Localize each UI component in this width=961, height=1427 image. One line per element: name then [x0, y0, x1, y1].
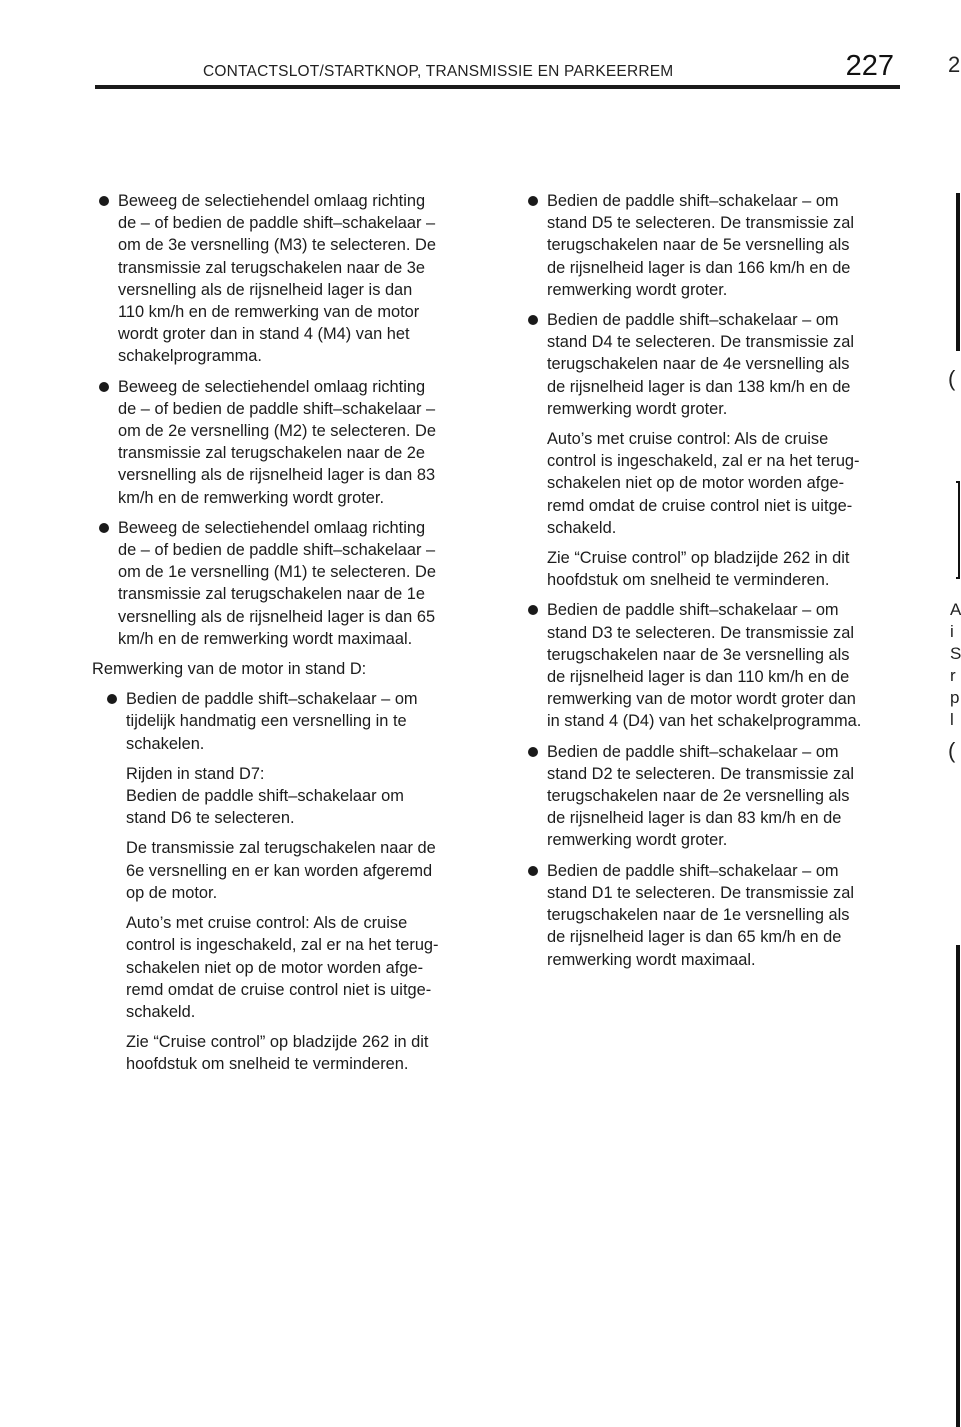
- text-line: de – of bedien de paddle shift–schakelaar –: [118, 541, 436, 560]
- d7-result-paragraph: [92, 837, 487, 904]
- text-line: schakeld.: [547, 518, 617, 537]
- bullet-item-m2: [92, 376, 487, 509]
- text-line: De transmissie zal terugschakelen naar de: [126, 839, 436, 858]
- text-line: terugschakelen naar de 5e versnelling als: [547, 236, 850, 255]
- text-line: in stand 4 (D4) van het schakelprogramma.: [547, 712, 862, 731]
- text-line: remwerking wordt groter.: [547, 399, 728, 418]
- text-line: stand D5 te selecteren. De transmissie zal: [547, 214, 855, 233]
- text-line: Rijden in stand D7:: [126, 764, 265, 783]
- text-line: 6e versnelling en er kan worden afgeremd: [126, 861, 433, 880]
- bullet-item-m1: [92, 517, 487, 650]
- left-column: [92, 190, 487, 1084]
- bullet-item-d2: [521, 741, 901, 852]
- text-line: remd omdat de cruise control niet is uitge-: [126, 980, 432, 999]
- running-title: CONTACTSLOT/STARTKNOP, TRANSMISSIE EN PARKEERREM: [203, 63, 674, 80]
- text-line: stand D4 te selecteren. De transmissie zal: [547, 333, 855, 352]
- text-line: stand D1 te selecteren. De transmissie zal: [547, 883, 855, 902]
- text-line: terugschakelen naar de 3e versnelling als: [547, 645, 850, 664]
- edge-letter: p: [950, 688, 960, 707]
- page-number: 227: [845, 50, 894, 82]
- cross-reference-note: [92, 1031, 487, 1075]
- cruise-control-note: [92, 912, 487, 1023]
- edge-letter: l: [950, 710, 954, 729]
- text-line: om de 2e versnelling (M2) te selecteren. De: [118, 422, 436, 441]
- text-line: Zie “Cruise control” op bladzijde 262 in dit: [126, 1033, 429, 1052]
- text-line: transmissie zal terugschakelen naar de 2e: [118, 444, 426, 463]
- text-line: de rijsnelheid lager is dan 138 km/h en de: [547, 377, 851, 396]
- text-line: de rijsnelheid lager is dan 166 km/h en de: [547, 258, 851, 277]
- text-line: Bedien de paddle shift–schakelaar – om: [547, 601, 839, 620]
- bullet-dot-icon: [528, 605, 538, 615]
- edge-page-digit: 2: [948, 52, 961, 77]
- text-line: stand D2 te selecteren. De transmissie zal: [547, 764, 855, 783]
- text-line: Bedien de paddle shift–schakelaar – om: [547, 192, 839, 210]
- text-line: Bedien de paddle shift–schakelaar om: [126, 787, 404, 806]
- text-line: schakelen.: [126, 734, 205, 753]
- text-line: Bedien de paddle shift–schakelaar – om: [547, 742, 839, 761]
- text-line: remwerking wordt groter.: [547, 831, 728, 850]
- bullet-item-d5: [521, 190, 901, 301]
- text-line: de rijsnelheid lager is dan 83 km/h en de: [547, 809, 842, 828]
- text-line: transmissie zal terugschakelen naar de 1e: [118, 585, 426, 604]
- text-line: schakelprogramma.: [118, 347, 262, 366]
- text-line: Beweeg de selectiehendel omlaag richting: [118, 192, 426, 210]
- bullet-dot-icon: [99, 382, 109, 392]
- edge-box-tick-bottom: [956, 577, 960, 579]
- text-line: terugschakelen naar de 2e versnelling als: [547, 787, 850, 806]
- text-line: Bedien de paddle shift–schakelaar – om: [547, 311, 839, 330]
- bullet-item-m3: [92, 190, 487, 368]
- text-line: control is ingeschakeld, zal er na het terug-: [547, 452, 860, 471]
- text-line: om de 1e versnelling (M1) te selecteren. De: [118, 563, 436, 582]
- edge-paren: (: [948, 738, 956, 763]
- text-line: hoofdstuk om snelheid te verminderen.: [126, 1055, 409, 1074]
- cruise-control-note: [521, 428, 901, 539]
- text-line: op de motor.: [126, 883, 218, 902]
- text-line: stand D3 te selecteren. De transmissie zal: [547, 623, 855, 642]
- text-line: stand D6 te selecteren.: [126, 809, 295, 828]
- text-line: remwerking van de motor wordt groter dan: [547, 690, 856, 709]
- text-line: Bedien de paddle shift–schakelaar – om: [126, 690, 418, 709]
- edge-letter: S: [950, 644, 961, 663]
- text-line: Zie “Cruise control” op bladzijde 262 in dit: [547, 549, 850, 568]
- text-line: versnelling als de rijsnelheid lager is dan 65: [118, 607, 436, 626]
- bullet-item-d1: [521, 860, 901, 971]
- text-line: Bedien de paddle shift–schakelaar – om: [547, 861, 839, 880]
- edge-thumb-bar: [956, 193, 960, 351]
- text-line: control is ingeschakeld, zal er na het terug-: [126, 936, 439, 955]
- page-header: [95, 52, 900, 92]
- text-line: km/h en de remwerking wordt maximaal.: [118, 629, 413, 648]
- cross-reference-note: [521, 547, 901, 591]
- edge-letter: r: [950, 666, 956, 685]
- text-line: 110 km/h en de remwerking van de motor: [118, 303, 420, 322]
- text-line: de – of bedien de paddle shift–schakelaar –: [118, 214, 436, 233]
- text-line: terugschakelen naar de 4e versnelling als: [547, 355, 850, 374]
- header-rule: [95, 85, 900, 89]
- text-line: km/h en de remwerking wordt groter.: [118, 488, 385, 507]
- text-line: tijdelijk handmatig een versnelling in te: [126, 712, 407, 731]
- d7-paragraph: [92, 763, 487, 830]
- text-line: de rijsnelheid lager is dan 65 km/h en de: [547, 928, 842, 947]
- text-line: remwerking wordt groter.: [547, 280, 728, 299]
- bullet-dot-icon: [107, 694, 117, 704]
- section-heading: Remwerking van de motor in stand D:: [92, 660, 367, 679]
- text-line: Auto’s met cruise control: Als de cruise: [126, 914, 408, 933]
- edge-box-tick-top: [956, 481, 960, 483]
- edge-letter: i: [950, 622, 954, 641]
- bullet-dot-icon: [99, 523, 109, 533]
- bullet-item-temporary-shift: [100, 688, 487, 755]
- text-line: transmissie zal terugschakelen naar de 3e: [118, 258, 426, 277]
- text-line: terugschakelen naar de 1e versnelling als: [547, 906, 850, 925]
- text-line: remd omdat de cruise control niet is uitge-: [547, 496, 853, 515]
- text-line: de rijsnelheid lager is dan 110 km/h en de: [547, 668, 850, 687]
- bullet-dot-icon: [528, 315, 538, 325]
- text-line: Auto’s met cruise control: Als de cruise: [547, 430, 829, 449]
- text-line: wordt groter dan in stand 4 (M4) van het: [118, 325, 410, 344]
- bullet-dot-icon: [528, 196, 538, 206]
- text-line: versnelling als de rijsnelheid lager is dan 83: [118, 466, 436, 485]
- edge-thumb-bar: [956, 945, 960, 1427]
- text-line: Beweeg de selectiehendel omlaag richting: [118, 518, 426, 537]
- text-line: Beweeg de selectiehendel omlaag richting: [118, 377, 426, 396]
- bullet-dot-icon: [99, 196, 109, 206]
- text-line: schakeld.: [126, 1002, 196, 1021]
- bullet-item-d3: [521, 599, 901, 732]
- edge-paren: (: [948, 366, 956, 391]
- text-line: hoofdstuk om snelheid te verminderen.: [547, 571, 830, 590]
- text-line: versnelling als de rijsnelheid lager is dan: [118, 280, 413, 299]
- bullet-dot-icon: [528, 747, 538, 757]
- edge-box-line: [958, 481, 960, 579]
- text-line: om de 3e versnelling (M3) te selecteren. De: [118, 236, 436, 255]
- right-column: [521, 190, 901, 979]
- bullet-item-d4: [521, 309, 901, 420]
- text-line: schakelen niet op de motor worden afge-: [547, 474, 845, 493]
- edge-letter: A: [950, 600, 961, 619]
- text-line: remwerking wordt maximaal.: [547, 950, 756, 969]
- bullet-dot-icon: [528, 866, 538, 876]
- text-line: de – of bedien de paddle shift–schakelaar –: [118, 399, 436, 418]
- text-line: schakelen niet op de motor worden afge-: [126, 958, 424, 977]
